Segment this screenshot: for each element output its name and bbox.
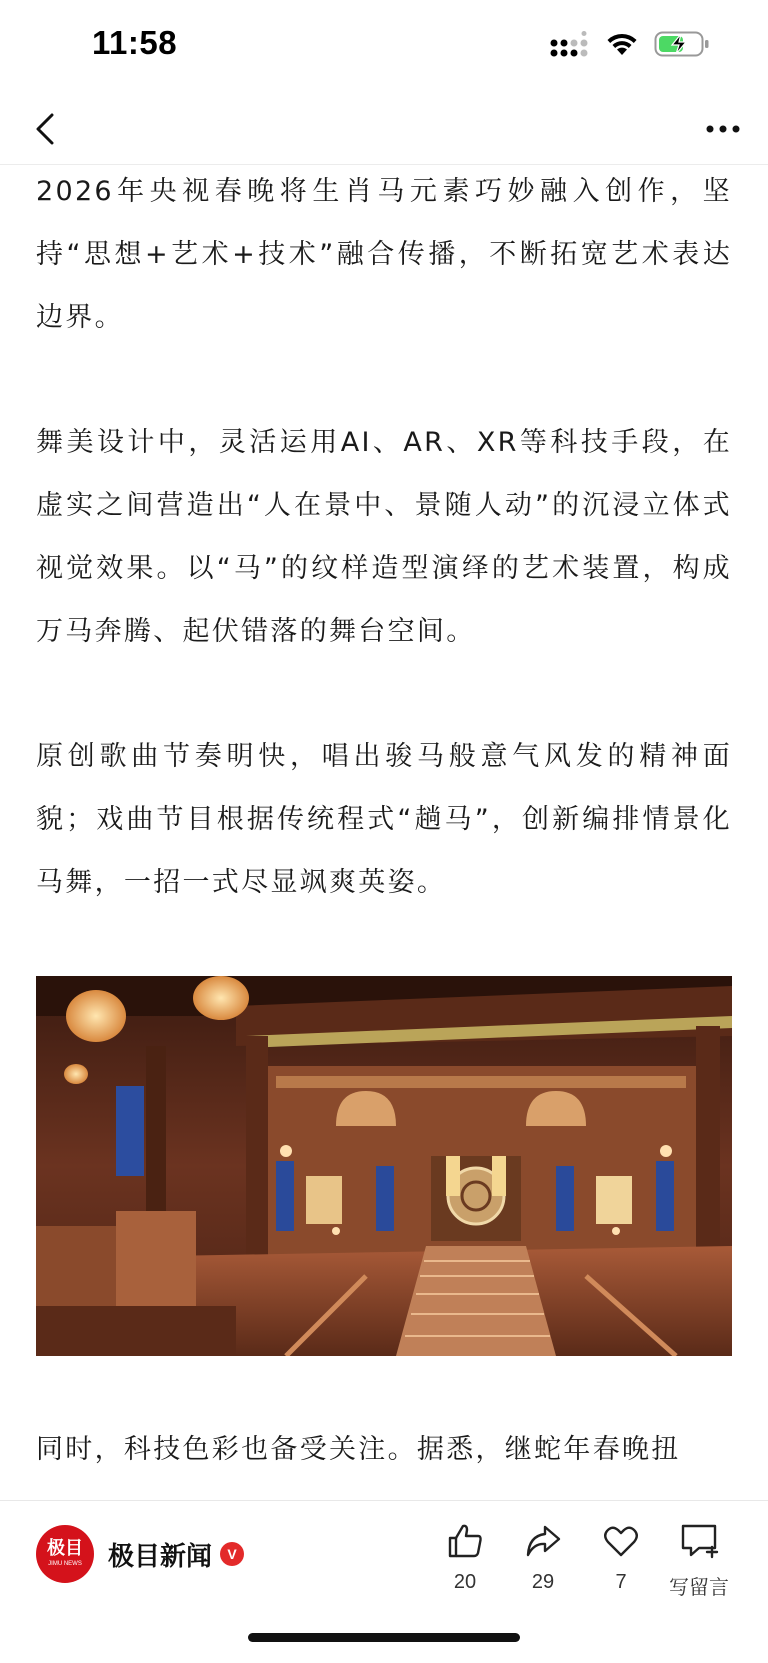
share-button[interactable]	[504, 1521, 582, 1600]
chevron-left-icon	[34, 112, 56, 146]
publisher-logo-subtext: JIMU NEWS	[48, 1561, 82, 1567]
status-icons	[550, 30, 710, 58]
like-button[interactable]	[426, 1521, 504, 1600]
share-arrow-icon	[524, 1522, 562, 1560]
back-button[interactable]	[22, 106, 68, 152]
more-button[interactable]	[700, 106, 746, 152]
comment-plus-icon	[679, 1522, 719, 1560]
publisher-logo-text: 极目	[47, 1538, 83, 1559]
battery-charging-icon	[654, 30, 710, 58]
write-comment-button[interactable]	[660, 1521, 738, 1600]
stage-design-image[interactable]	[36, 976, 732, 1356]
verified-badge: V	[220, 1542, 244, 1566]
engagement-actions	[426, 1521, 738, 1600]
thumbs-up-icon	[446, 1522, 484, 1560]
article-paragraph: 同时，科技色彩也备受关注。据悉，继蛇年春晚扭	[36, 1434, 681, 1465]
like-count: 20	[453, 1571, 477, 1593]
stage-illustration	[36, 976, 732, 1356]
article-body	[36, 160, 732, 1543]
publisher-name: 极目新闻	[108, 1541, 213, 1572]
article-paragraph: 舞美设计中，灵活运用AI、AR、XR等科技手段，在虚实之间营造出“人在景中、景随人动”的沉浸立体式视觉效果。以“马”的纹样造型演绎的艺术装置，构成万马奔腾、起伏错落的舞台空间。	[36, 427, 732, 647]
status-bar	[0, 0, 768, 92]
cellular-signal-icon	[550, 31, 590, 57]
heart-icon	[602, 1522, 640, 1560]
article-paragraph: 原创歌曲节奏明快，唱出骏马般意气风发的精神面貌；戏曲节目根据传统程式“趟马”，创新编排情景化马舞，一招一式尽显飒爽英姿。	[36, 741, 732, 898]
publisher-info[interactable]	[36, 1525, 244, 1583]
favorite-button[interactable]	[582, 1521, 660, 1600]
wifi-icon	[604, 31, 640, 57]
nav-bar	[0, 92, 768, 165]
publisher-logo	[36, 1525, 94, 1583]
more-dots-icon	[705, 124, 741, 134]
favorite-count: 7	[615, 1571, 627, 1593]
status-time: 11:58	[92, 24, 178, 61]
share-count: 29	[531, 1571, 555, 1593]
write-comment-label: 写留言	[669, 1577, 729, 1599]
article-paragraph: 2026年央视春晚将生肖马元素巧妙融入创作，坚持“思想+艺术+技术”融合传播，不断拓宽艺术表达边界。	[36, 176, 732, 333]
home-indicator[interactable]	[248, 1633, 520, 1642]
